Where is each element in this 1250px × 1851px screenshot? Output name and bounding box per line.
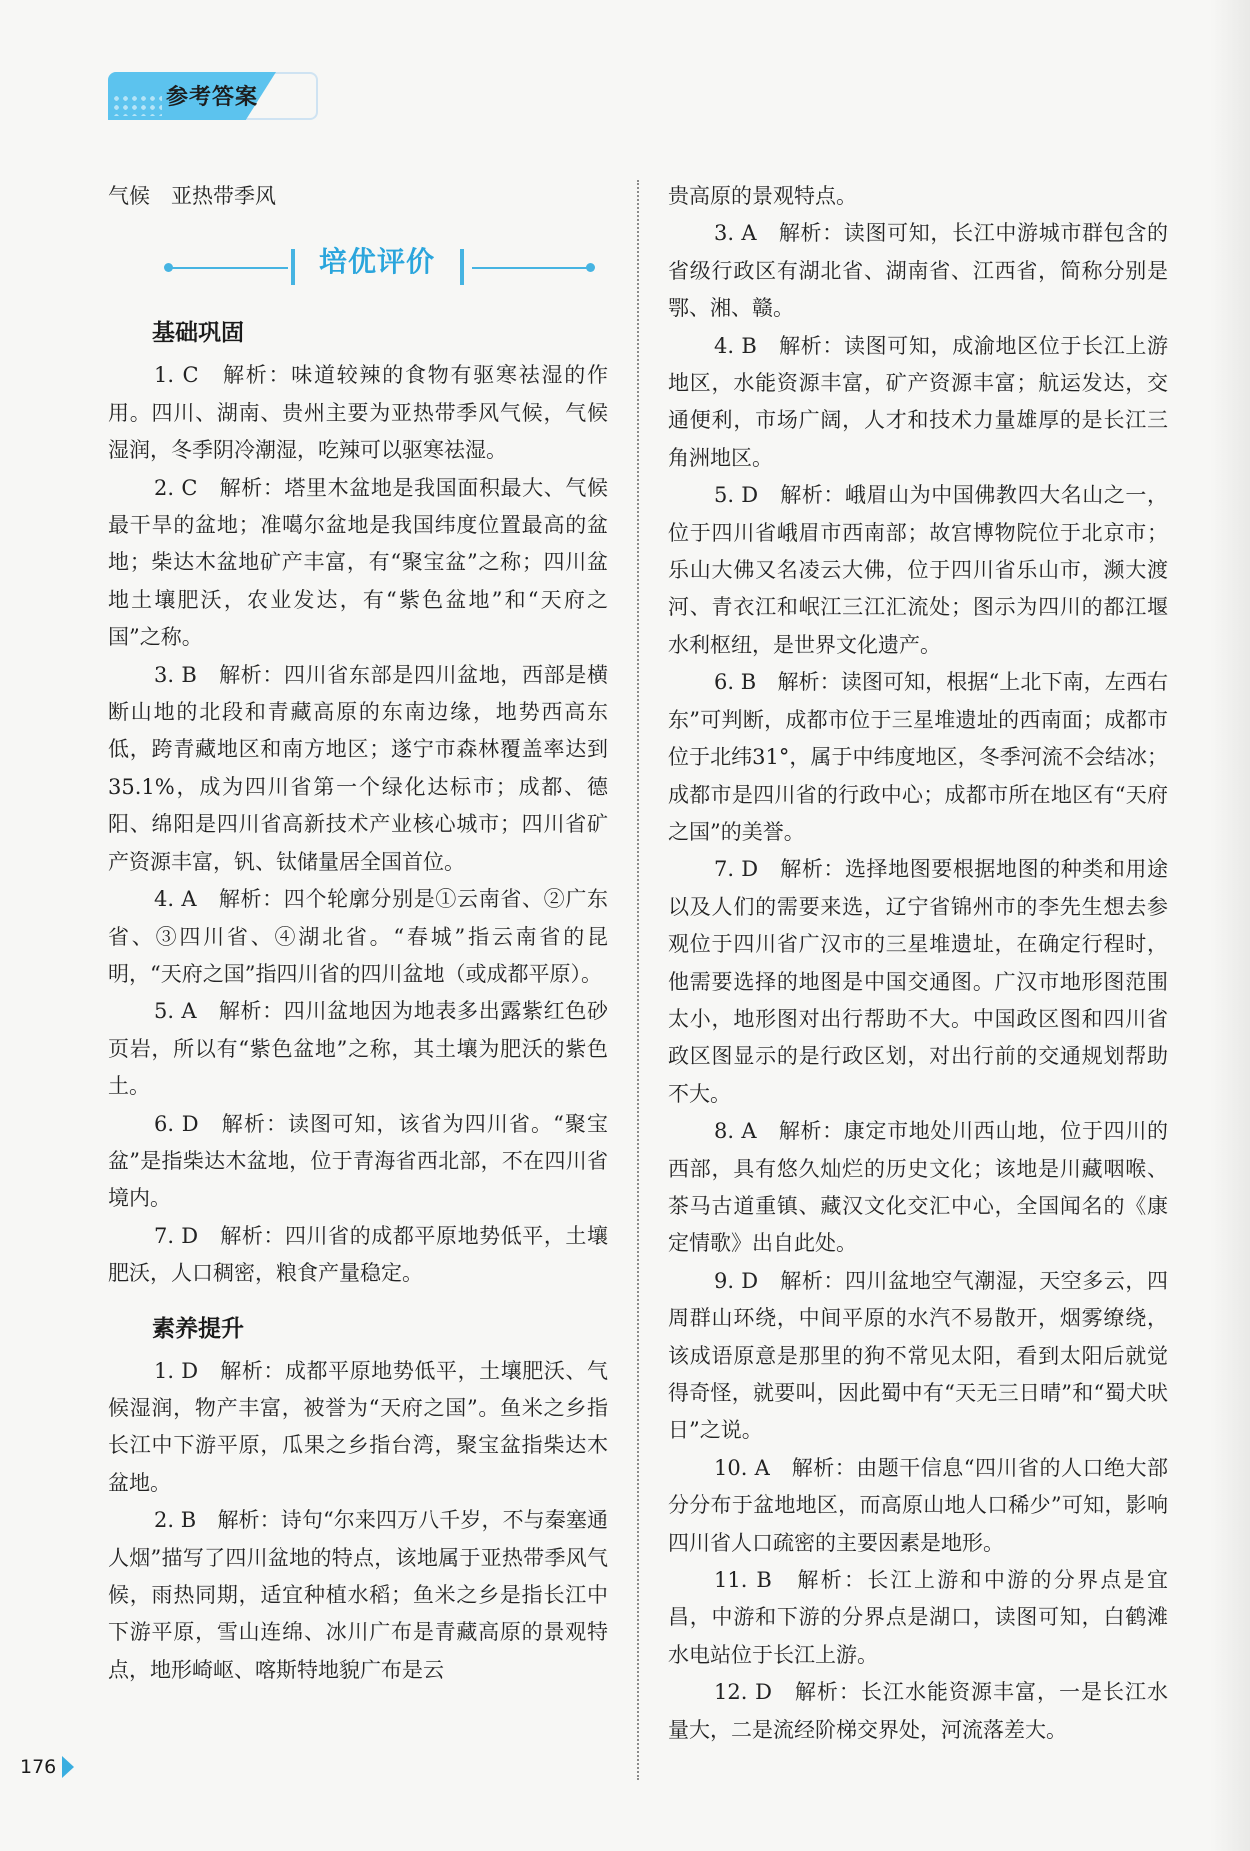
- answer-key-header-tab: [108, 72, 318, 118]
- answer-item: 9. D 解析：四川盆地空气潮湿，天空多云，四周群山环绕，中间平原的水汽不易散开，烟雾缭绕，该成语原意是那里的狗不常见太阳，看到太阳后就觉得奇怪，就要叫，因此蜀中有“天无三日晴”和“蜀犬吠日”之说。: [668, 1268, 1168, 1443]
- answer-item: 6. D 解析：读图可知，该省为四川省。“聚宝盆”是指柴达木盆地，位于青海省西北部，不在四川省境内。: [108, 1111, 608, 1211]
- answer-item: 7. D 解析：四川省的成都平原地势低平，土壤肥沃，人口稠密，粮食产量稳定。: [108, 1223, 608, 1286]
- subheading-improve: 素养提升: [152, 1315, 244, 1342]
- answer-item: 2. C 解析：塔里木盆地是我国面积最大、气候最干旱的盆地；准噶尔盆地是我国纬度位置最高的盆地；柴达木盆地矿产丰富，有“聚宝盆”之称；四川盆地土壤肥沃，农业发达，有“紫色盆地”和“天府之国”之称。: [108, 475, 608, 650]
- answer-item: 3. A 解析：读图可知，长江中游城市群包含的省级行政区有湖北省、湖南省、江西省，简称分别是鄂、湘、赣。: [668, 221, 1168, 321]
- right-column: [668, 178, 1168, 1749]
- answer-item: 3. B 解析：四川省东部是四川盆地，西部是横断山地的北段和青藏高原的东南边缘，地势西高东低，跨青藏地区和南方地区；遂宁市森林覆盖率达到35.1%，成为四川省第一个绿化达标市；成都、德阳、绵阳是四川省高新技术产业核心城市；四川省矿产资源丰富，钒、钛储量居全国首位。: [108, 662, 608, 874]
- answer-item: 2. B 解析：诗句“尔来四万八千岁，不与秦塞通人烟”描写了四川盆地的特点，该地属于亚热带季风气候，雨热同期，适宜种植水稻；鱼米之乡是指长江中下游平原，雪山连绵、冰川广布是青藏高原的景观特点，地形崎岖、喀斯特地貌广布是云: [108, 1508, 608, 1682]
- banner-right-dot: [586, 263, 595, 272]
- left-column: [108, 178, 608, 1689]
- page-arrow-icon: [62, 1756, 74, 1778]
- answer-item: 1. C 解析：味道较辣的食物有驱寒祛湿的作用。四川、湖南、贵州主要为亚热带季风气候，气候湿润，冬季阴冷潮湿，吃辣可以驱寒祛湿。: [108, 363, 608, 463]
- answer-item: 11. B 解析：长江上游和中游的分界点是宜昌，中游和下游的分界点是湖口，读图可知，白鹤滩水电站位于长江上游。: [668, 1568, 1168, 1667]
- header-tab-label: 参考答案: [166, 85, 259, 110]
- page-edge-shadow: [1210, 0, 1250, 1851]
- answer-item: 7. D 解析：选择地图要根据地图的种类和用途以及人们的需要来选，辽宁省锦州市的李先生想去参观位于四川省广汉市的三星堆遗址，在确定行程时，他需要选择的地图是中国交通图。广汉市地形图范围太小，地形图对出行帮助不大。中国政区图和四川省政区图显示的是行政区划，对出行前的交通规划帮助不大。: [668, 857, 1168, 1106]
- answer-item: 5. D 解析：峨眉山为中国佛教四大名山之一，位于四川省峨眉市西南部；故宫博物院位于北京市；乐山大佛又名凌云大佛，位于四川省乐山市，濒大渡河、青衣江和岷江三江汇流处；图示为四川的都江堰水利枢纽，是世界文化遗产。: [668, 483, 1168, 657]
- answer-item: 4. A 解析：四个轮廓分别是①云南省、②广东省、③四川省、④湖北省。“春城”指云南省的昆明，“天府之国”指四川省的四川盆地（或成都平原）。: [108, 887, 608, 986]
- banner-right-line: [472, 267, 590, 269]
- banner-left-bar: [291, 249, 295, 285]
- section-title: 培优评价: [318, 245, 435, 279]
- answer-item: 12. D 解析：长江水能资源丰富，一是长江水量大，二是流经阶梯交界处，河流落差大。: [668, 1680, 1168, 1742]
- answer-item: 1. D 解析：成都平原地势低平，土壤肥沃、气候湿润，物产丰富，被誉为“天府之国”。鱼米之乡指长江中下游平原，瓜果之乡指台湾，聚宝盆指柴达木盆地。: [108, 1358, 608, 1495]
- header-dot-pattern: [112, 94, 162, 116]
- banner-left-line: [170, 267, 288, 269]
- answer-item: 4. B 解析：读图可知，成渝地区位于长江上游地区，水能资源丰富，矿产资源丰富；航运发达，交通便利，市场广阔，人才和技术力量雄厚的是长江三角洲地区。: [668, 333, 1168, 470]
- section-banner: [108, 233, 608, 303]
- page-number: 176: [20, 1756, 57, 1778]
- intro-line: 气候 亚热带季风: [108, 184, 276, 208]
- subheading-basic: 基础巩固: [152, 320, 244, 347]
- column-divider: [637, 180, 639, 1780]
- answer-item: 8. A 解析：康定市地处川西山地，位于四川的西部，具有悠久灿烂的历史文化；该地是川藏咽喉、茶马古道重镇、藏汉文化交汇中心，全国闻名的《康定情歌》出自此处。: [668, 1119, 1168, 1256]
- banner-right-bar: [460, 249, 464, 285]
- answer-item: 6. B 解析：读图可知，根据“上北下南，左西右东”可判断，成都市位于三星堆遗址的西南面；成都市位于北纬31°，属于中纬度地区，冬季河流不会结冰；成都市是四川省的行政中心；成都市所在地区有“天府之国”的美誉。: [668, 670, 1168, 844]
- answer-item: 5. A 解析：四川盆地因为地表多出露紫红色砂页岩，所以有“紫色盆地”之称，其土壤为肥沃的紫色土。: [108, 999, 608, 1099]
- answer-item: 10. A 解析：由题干信息“四川省的人口绝大部分分布于盆地地区，而高原山地人口稀少”可知，影响四川省人口疏密的主要因素是地形。: [668, 1455, 1168, 1555]
- continuation-line: 贵高原的景观特点。: [668, 184, 857, 208]
